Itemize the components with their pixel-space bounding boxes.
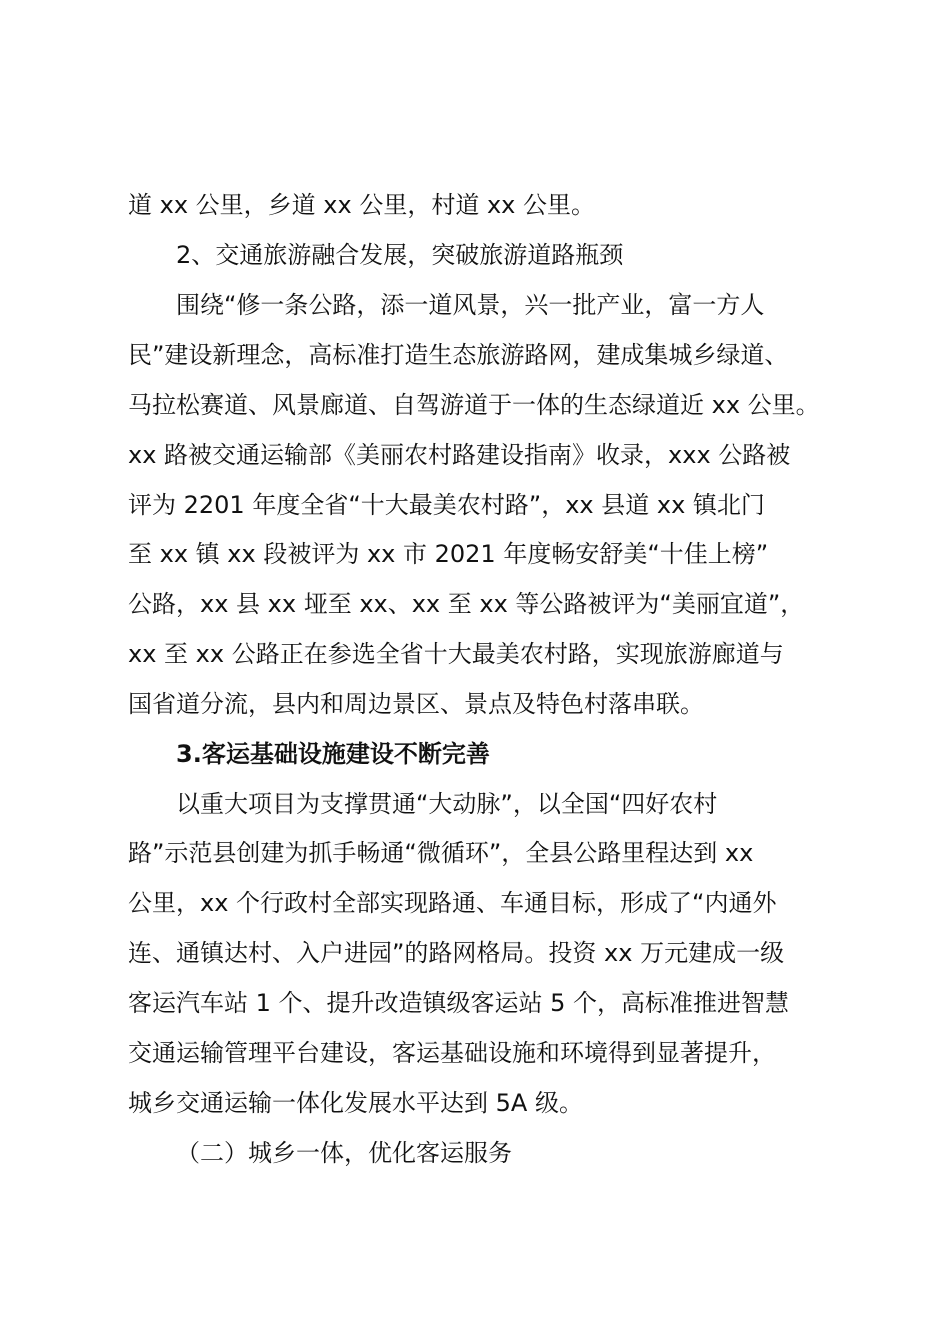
text-line: xx 至 xx 公路正在参选全省十大最美农村路，实现旅游廊道与 — [128, 640, 784, 668]
text-line: 围绕“修一条公路，添一道风景，兴一批产业，富一方人 — [176, 291, 765, 319]
text-line: xx 路被交通运输部《美丽农村路建设指南》收录，xxx 公路被 — [128, 441, 791, 469]
text-line: 客运汽车站 1 个、提升改造镇级客运站 5 个，高标准推进智慧 — [128, 989, 790, 1017]
text-line: 以重大项目为支撑贯通“大动脉”，以全国“四好农村 — [176, 790, 718, 818]
text-line: 评为 2201 年度全省“十大最美农村路”，xx 县道 xx 镇北门 — [128, 491, 765, 519]
text-line: 交通运输管理平台建设，客运基础设施和环境得到显著提升， — [128, 1039, 776, 1067]
text-line: 至 xx 镇 xx 段被评为 xx 市 2021 年度畅安舒美“十佳上榜” — [128, 540, 769, 568]
text-line: 公路，xx 县 xx 垭至 xx、xx 至 xx 等公路被评为“美丽宜道”， — [128, 590, 805, 618]
text-line: 连、通镇达村、入户进园”的路网格局。投资 xx 万元建成一级 — [128, 939, 785, 967]
text-line: 国省道分流，县内和周边景区、景点及特色村落串联。 — [128, 690, 704, 718]
text-line: 马拉松赛道、风景廊道、自驾游道于一体的生态绿道近 xx 公里。 — [128, 391, 820, 419]
section-heading: 3.客运基础设施建设不断完善 — [176, 740, 490, 768]
subheading: 2、交通旅游融合发展，突破旅游道路瓶颈 — [176, 241, 624, 269]
text-line: 公里，xx 个行政村全部实现路通、车通目标，形成了“内通外 — [128, 889, 777, 917]
text-line: 路”示范县创建为抓手畅通“微循环”，全县公路里程达到 xx — [128, 839, 754, 867]
section-heading: （二）城乡一体，优化客运服务 — [176, 1139, 512, 1167]
text-line: 城乡交通运输一体化发展水平达到 5A 级。 — [128, 1089, 583, 1117]
text-line: 道 xx 公里，乡道 xx 公里，村道 xx 公里。 — [128, 191, 595, 219]
text-line: 民”建设新理念，高标准打造生态旅游路网，建成集城乡绿道、 — [128, 341, 789, 369]
